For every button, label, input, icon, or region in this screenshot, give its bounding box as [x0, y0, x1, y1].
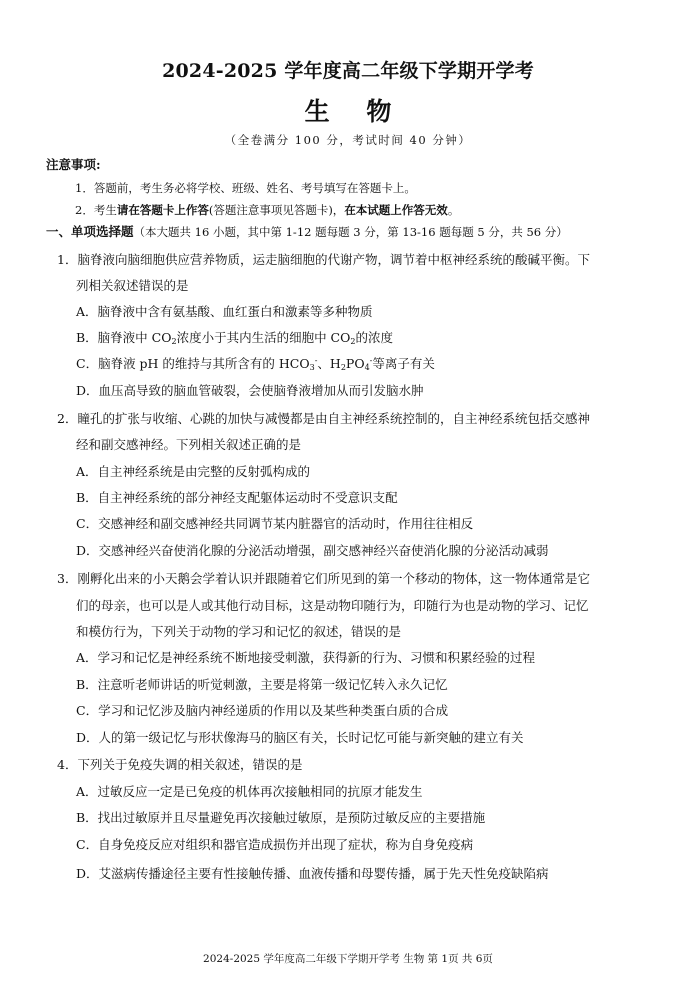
question-1-option-c — [76, 354, 435, 372]
question-3-option-c: C．学习和记忆涉及脑内神经递质的作用以及某些种类蛋白质的合成 — [76, 703, 449, 718]
question-3-stem-cont: 和模仿行为，下列关于动物的学习和记忆的叙述，错误的是 — [76, 624, 402, 639]
option-text: B．脑脊液中 CO — [76, 330, 172, 345]
subject-title: 生 物 — [304, 97, 406, 126]
option-text: 浓度小于其内生活的细胞中 CO — [176, 330, 351, 345]
note-item-1: 1．答题前，考生务必将学校、班级、姓名、考号填写在答题卡上。 — [75, 181, 416, 195]
question-1-option-b — [76, 328, 393, 346]
question-2-stem: 2．瞳孔的扩张与收缩、心跳的加快与减慢都是由自主神经系统控制的，自主神经系统包括交感神 — [57, 411, 590, 426]
page-footer: 2024-2025 学年度高二年级下学期开学考 生物 第 1页 共 6页 — [203, 953, 493, 965]
subscript: 2 — [171, 337, 177, 346]
note-item-2-part: 。 — [447, 203, 460, 217]
exam-title: 2024-2025 学年度高二年级下学期开学考 — [162, 60, 534, 82]
question-4-option-a: A．过敏反应一定是已免疫的机体再次接触相同的抗原才能发生 — [76, 784, 423, 799]
question-3-option-b: B．注意听老师讲话的听觉刺激，主要是将第一级记忆转入永久记忆 — [76, 677, 448, 692]
question-4-stem: 4．下列关于免疫失调的相关叙述，错误的是 — [57, 757, 303, 772]
question-2-option-a: A．自主神经系统是由完整的反射弧构成的 — [76, 464, 311, 479]
superscript: - — [369, 356, 373, 365]
question-2-option-d: D．交感神经兴奋使消化腺的分泌活动增强，副交感神经兴奋使消化腺的分泌活动减弱 — [76, 543, 549, 558]
notes-heading: 注意事项: — [46, 157, 101, 172]
note-item-2-emphasis: 在本试题上作答无效 — [344, 203, 448, 217]
note-item-2-part: (答题注意事项见答题卡)， — [208, 203, 345, 217]
question-2-stem-cont: 经和副交感神经。下列相关叙述正确的是 — [76, 437, 302, 452]
subscript: 2 — [350, 337, 356, 346]
section-heading — [46, 222, 568, 240]
option-text: C．脑脊液 pH 的维持与其所含有的 HCO — [76, 356, 310, 371]
option-text: 的浓度 — [355, 330, 393, 345]
option-text: PO — [345, 356, 365, 371]
question-3-option-d: D．人的第一级记忆与形状像海马的脑区有关，长时记忆可能与新突触的建立有关 — [76, 730, 524, 745]
question-2-option-c: C．交感神经和副交感神经共同调节某内脏器官的活动时，作用往往相反 — [76, 516, 474, 531]
option-text: 、H — [317, 356, 341, 371]
question-4-option-c: C．自身免疫反应对组织和器官造成损伤并出现了症状，称为自身免疫病 — [76, 837, 474, 852]
question-3-stem: 3．刚孵化出来的小天鹅会学着认识并跟随着它们所见到的第一个移动的物体，这一物体通常是它 — [57, 571, 590, 586]
subscript: 3 — [309, 363, 315, 372]
note-item-2-emphasis: 请在答题卡上作答 — [116, 203, 209, 217]
superscript: - — [314, 356, 318, 365]
question-3-stem-cont: 们的母亲，也可以是人或其他行动目标，这是动物印随行为，印随行为也是动物的学习、记忆 — [76, 598, 589, 613]
question-1-stem-cont: 列相关叙述错误的是 — [76, 278, 189, 293]
section-description: （本大题共 16 小题，其中第 1-12 题每题 3 分，第 13-16 题每题 5 分，共 56 分） — [133, 225, 568, 239]
question-2-option-b: B．自主神经系统的部分神经支配躯体运动时不受意识支配 — [76, 490, 398, 505]
option-text: 等离子有关 — [372, 356, 435, 371]
subscript: 2 — [340, 363, 346, 372]
section-title: 一、单项选择题 — [46, 224, 134, 239]
question-4-option-b: B．找出过敏原并且尽量避免再次接触过敏原，是预防过敏反应的主要措施 — [76, 810, 486, 825]
note-item-2-part: 2．考生 — [75, 203, 117, 217]
question-4-option-d: D．艾滋病传播途径主要有性接触传播、血液传播和母婴传播，属于先天性免疫缺陷病 — [76, 866, 549, 881]
question-1-stem: 1．脑脊液向脑细胞供应营养物质，运走脑细胞的代谢产物，调节着中枢神经系统的酸碱平衡。下 — [57, 252, 590, 267]
question-3-option-a: A．学习和记忆是神经系统不断地接受刺激，获得新的行为、习惯和积累经验的过程 — [76, 650, 536, 665]
scoring-info: （全卷满分 100 分，考试时间 40 分钟） — [224, 133, 472, 147]
question-1-option-a: A．脑脊液中含有氨基酸、血红蛋白和激素等多种物质 — [76, 304, 373, 319]
question-1-option-d: D．血压高导致的脑血管破裂，会使脑脊液增加从而引发脑水肿 — [76, 383, 424, 398]
note-item-2 — [75, 202, 459, 218]
subscript: 4 — [364, 363, 370, 372]
